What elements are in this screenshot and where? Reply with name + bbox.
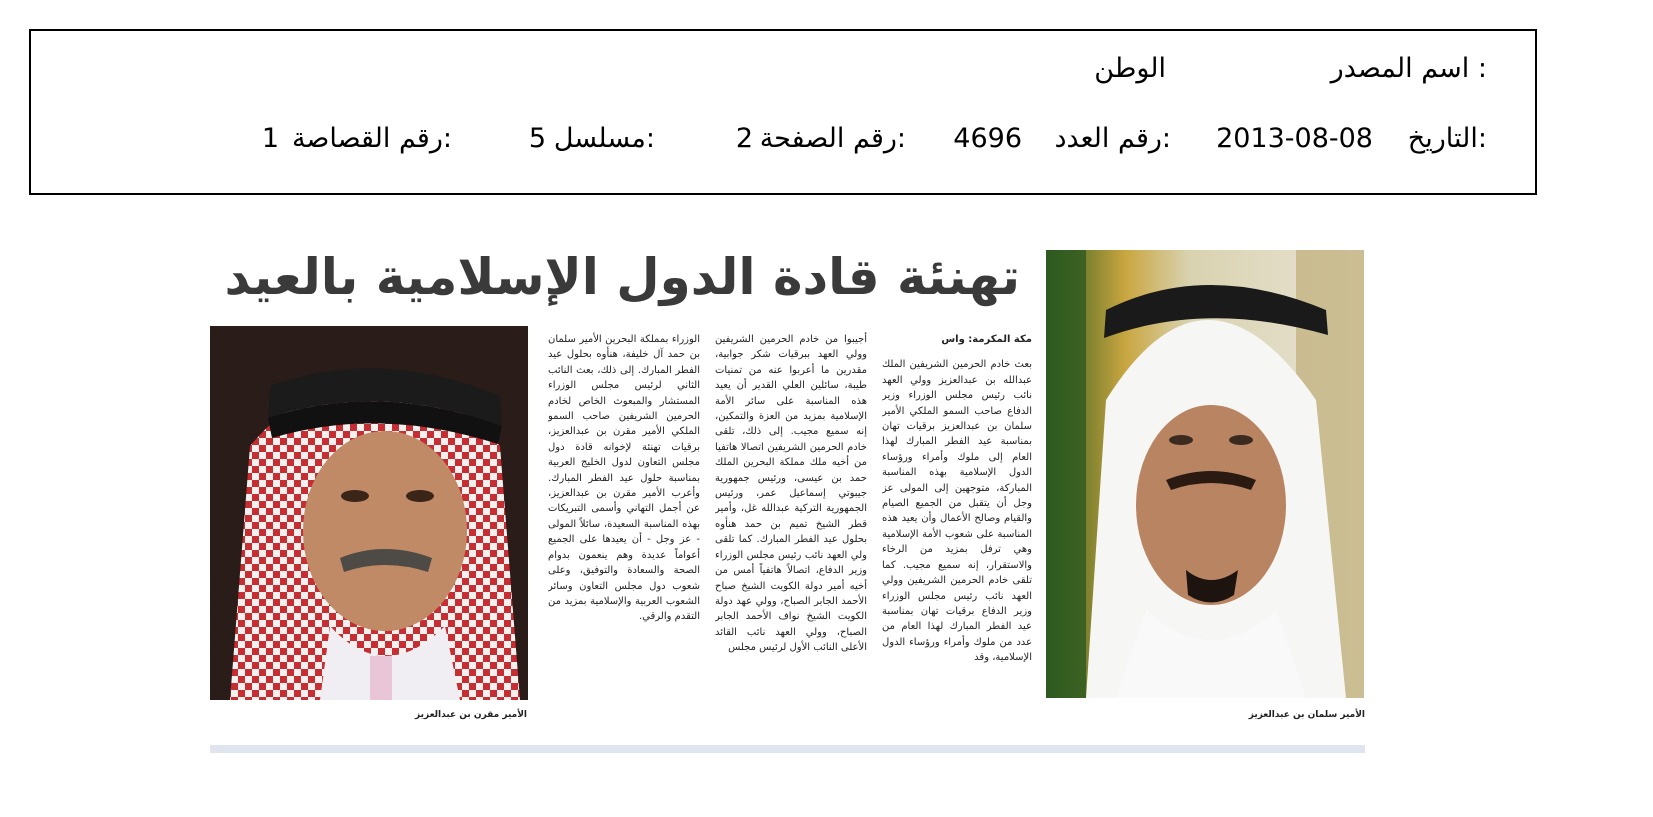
- serial-value: 5: [528, 123, 546, 154]
- photo-prince-muqrin: [210, 326, 528, 700]
- column-3-text: الوزراء بمملكة البحرين الأمير سلمان بن حمد آل خليفة، هنأوه بحلول عيد الفطر المبارك. إلى ذلك، بعث النائب الثاني لرئيس مجلس الوزراء المستشار والمبعوث الخاص لخادم الحرمين الشريفين صاحب السمو الملكي الأمير مقرن بن عبدالعزيز، برقيات تهنئة لإخوانه قادة دول مجلس التعاون لدول الخليج العربية بمناسبة حلول عيد الفطر المبارك. وأعرب الأمير مقرن بن عبدالعزيز، عن أجمل التهاني وأسمى التبريكات بهذه المناسبة السعيدة، سائلاً المولى - عز وجل - أن يعيدها على الجميع أعواماً عديدة وهم ينعمون بدوام الصحة والسعادة والتوفيق، وعلى شعوب دول مجلس التعاون وسائر الشعوب العربية والإسلامية بمزيد من التقدم والرقي.: [548, 334, 700, 623]
- photo-prince-salman: [1046, 250, 1364, 698]
- article-headline: تهنئة قادة الدول الإسلامية بالعيد: [224, 248, 1020, 306]
- details-row: [31, 123, 1539, 163]
- issue-label: رقم العدد:: [1054, 123, 1171, 154]
- article-column-2: [715, 332, 867, 732]
- serial-label: مسلسل:: [553, 123, 655, 154]
- bottom-divider: [210, 745, 1365, 753]
- article-dateline: مكة المكرمة: واس: [941, 334, 1032, 345]
- date-value: 2013-08-08: [1216, 123, 1373, 154]
- column-1-text: بعث خادم الحرمين الشريفين الملك عبدالله بن عبدالعزيز وولي العهد نائب رئيس مجلس الوزراء وزير الدفاع صاحب السمو الملكي الأمير سلمان بن عبدالعزيز برقيات تهان بمناسبة عيد الفطر المبارك لهذا العام إلى ملوك وأمراء ورؤساء الدول الإسلامية بهذه المناسبة المباركة، متوجهين إلى المولى عز وجل أن يتقبل من الجميع الصيام والقيام وصالح الأعمال وأن يعيد هذه المناسبة على شعوب الأمة الإسلامية وهي ترفل بمزيد من الرخاء والاستقرار، إنه سميع مجيب. كما تلقى خادم الحرمين الشريفين وولي العهد نائب رئيس مجلس الوزراء وزير الدفاع برقيات تهان بمناسبة عيد الفطر المبارك لهذا العام من عدد من ملوك وأمراء ورؤساء الدول الإسلامية، وقد: [882, 359, 1032, 664]
- page-value: 2: [735, 123, 753, 154]
- source-value: الوطن: [1094, 53, 1166, 84]
- issue-value: 4696: [953, 123, 1022, 154]
- clip-value: 1: [261, 123, 279, 154]
- portrait-illustration: [1046, 250, 1364, 698]
- page-label: رقم الصفحة:: [759, 123, 906, 154]
- newspaper-clipping: [210, 240, 1365, 760]
- caption-left: الأمير مقرن بن عبدالعزيز: [415, 710, 527, 720]
- date-label: التاريخ:: [1407, 123, 1487, 154]
- column-2-text: أجيبوا من خادم الحرمين الشريفين وولي العهد ببرقيات شكر جوابية، مقدرين ما أعربوا عنه من تمنيات طيبة، سائلين العلي القدير أن يعيد هذه المناسبة على سائر الأمة الإسلامية بمزيد من العزة والتمكين، إنه سميع مجيب. إلى ذلك، تلقى خادم الحرمين الشريفين اتصالا هاتفيا من أخيه ملك مملكة البحرين الملك حمد بن عيسى، ورئيس جمهورية جيبوتي إسماعيل عمر، ورئيس الجمهورية التركية عبدالله غل، وأمير قطر الشيخ تميم بن حمد هنأوه بحلول عيد الفطر المبارك. كما تلقى ولي العهد نائب رئيس مجلس الوزراء وزير الدفاع، اتصالاً هاتفياً أمس من أخيه أمير دولة الكويت الشيخ صباح الأحمد الجابر الصباح، وولي عهد دولة الكويت الشيخ نواف الأحمد الجابر الصباح، وولي العهد نائب القائد الأعلى النائب الأول لرئيس مجلس: [715, 334, 867, 654]
- source-label: اسم المصدر :: [1330, 53, 1487, 84]
- clip-label: رقم القصاصة:: [291, 123, 452, 154]
- source-row: [31, 53, 1539, 93]
- article-column-1: [882, 332, 1032, 732]
- article-column-3: [548, 332, 700, 732]
- metadata-box: [29, 29, 1537, 195]
- portrait-illustration: [210, 326, 528, 700]
- caption-right: الأمير سلمان بن عبدالعزيز: [1248, 710, 1365, 720]
